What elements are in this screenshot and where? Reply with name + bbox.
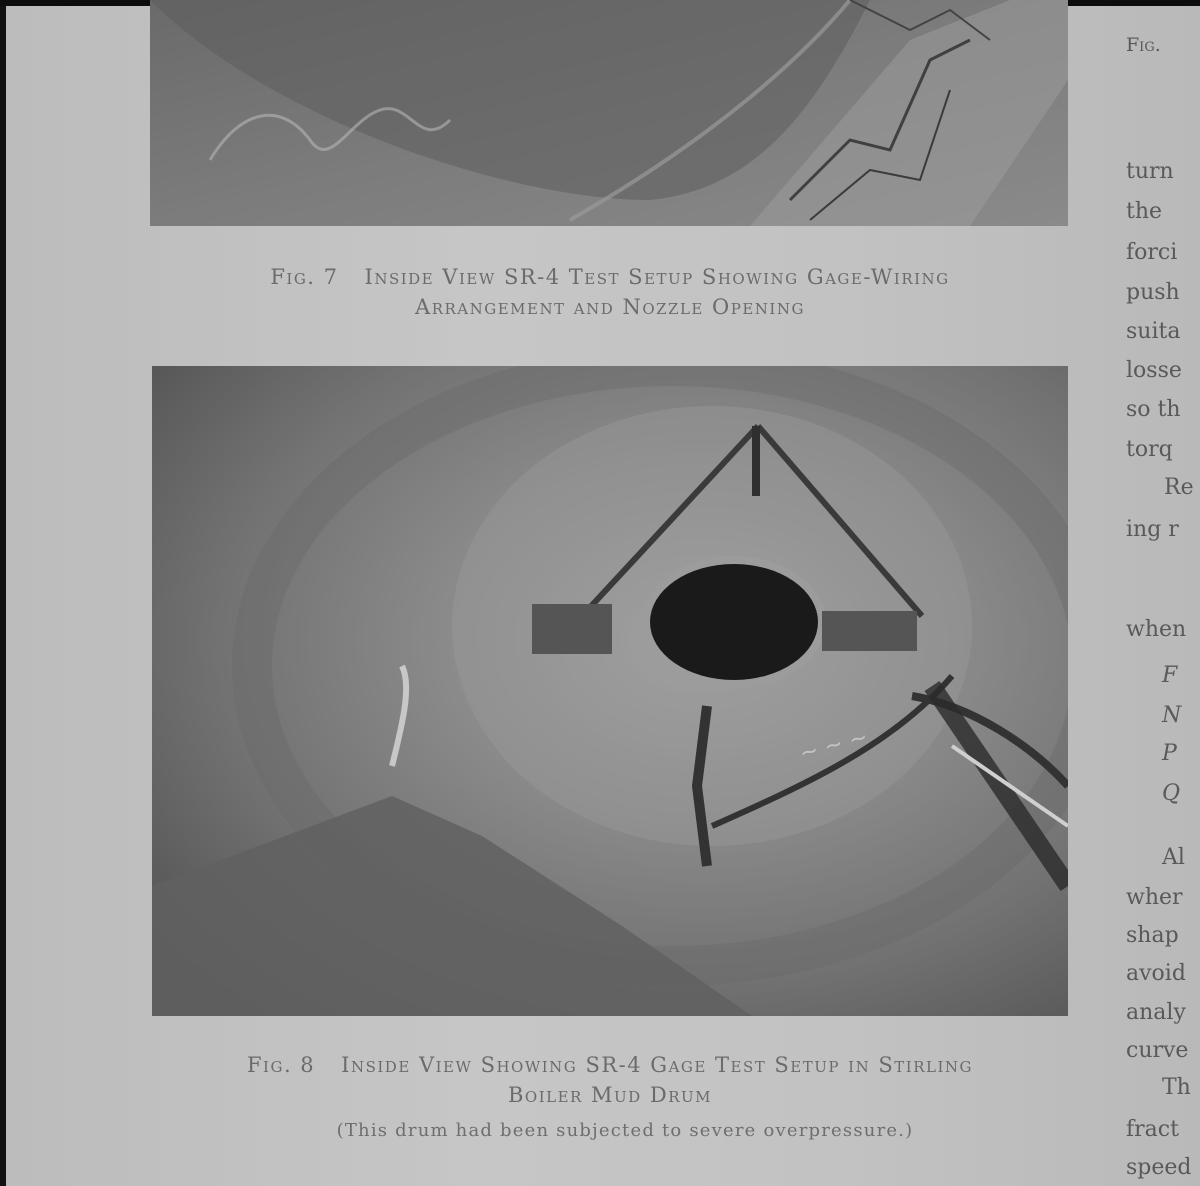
right-column-line: speed [1126,1155,1192,1180]
scan-left-border [0,0,6,1186]
figure-8-title-line-2: Boiler Mud Drum [507,1083,712,1107]
figure-7-label: Fig. 7 [270,265,339,289]
right-column-line: fract [1126,1117,1179,1142]
right-column-variable: P [1162,741,1177,766]
right-column-line: Th [1162,1075,1191,1100]
right-column-line: the [1126,199,1163,224]
right-column-line: shap [1126,923,1179,948]
figure-8-caption-line-1 [140,1050,1080,1080]
right-column-line: forci [1126,240,1178,265]
right-column-text [1126,0,1200,1186]
right-column-line: Al [1162,845,1185,870]
figure-8-label: Fig. 8 [246,1053,316,1077]
figure-8-image [152,366,1068,1016]
right-column-fig-fragment: Fig. [1126,34,1161,56]
figure-7-title-line-1: Inside View SR-4 Test Setup Showing Gage-Wiring [364,265,950,289]
right-column-line: Re [1164,475,1194,500]
right-column-line: turn [1126,159,1174,184]
right-column-line: ing r [1126,517,1179,542]
right-column-line: wher [1126,885,1183,910]
right-column-variable: F [1162,663,1178,688]
right-column-variable: N [1162,703,1182,728]
right-column-line: suita [1126,319,1181,344]
right-column-line: when [1126,617,1187,642]
right-column-line: losse [1126,358,1182,383]
right-column-line: torq [1126,437,1173,462]
right-column-line: curve [1126,1038,1189,1063]
figure-8-note: (This drum had been subjected to severe overpressure.) [336,1120,914,1141]
figure-7-image [150,0,1068,226]
figure-7-caption [140,262,1080,322]
right-column-line: so th [1126,397,1181,422]
figure-7-caption-line-1 [140,262,1080,292]
figure-7-photo [150,0,1068,226]
right-column-line: avoid [1126,961,1186,986]
figure-8-photo [152,366,1068,1016]
right-column-line: analy [1126,1000,1186,1025]
drum-marking: ~ ~ ~ [797,724,871,767]
figure-7-title-line-2: Arrangement and Nozzle Opening [415,295,805,319]
right-column-variable: Q [1162,781,1181,806]
figure-8-caption [140,1050,1080,1110]
right-column-line: push [1126,280,1180,305]
figure-8-title-line-1: Inside View Showing SR-4 Gage Test Setup in Stirling [341,1053,974,1077]
